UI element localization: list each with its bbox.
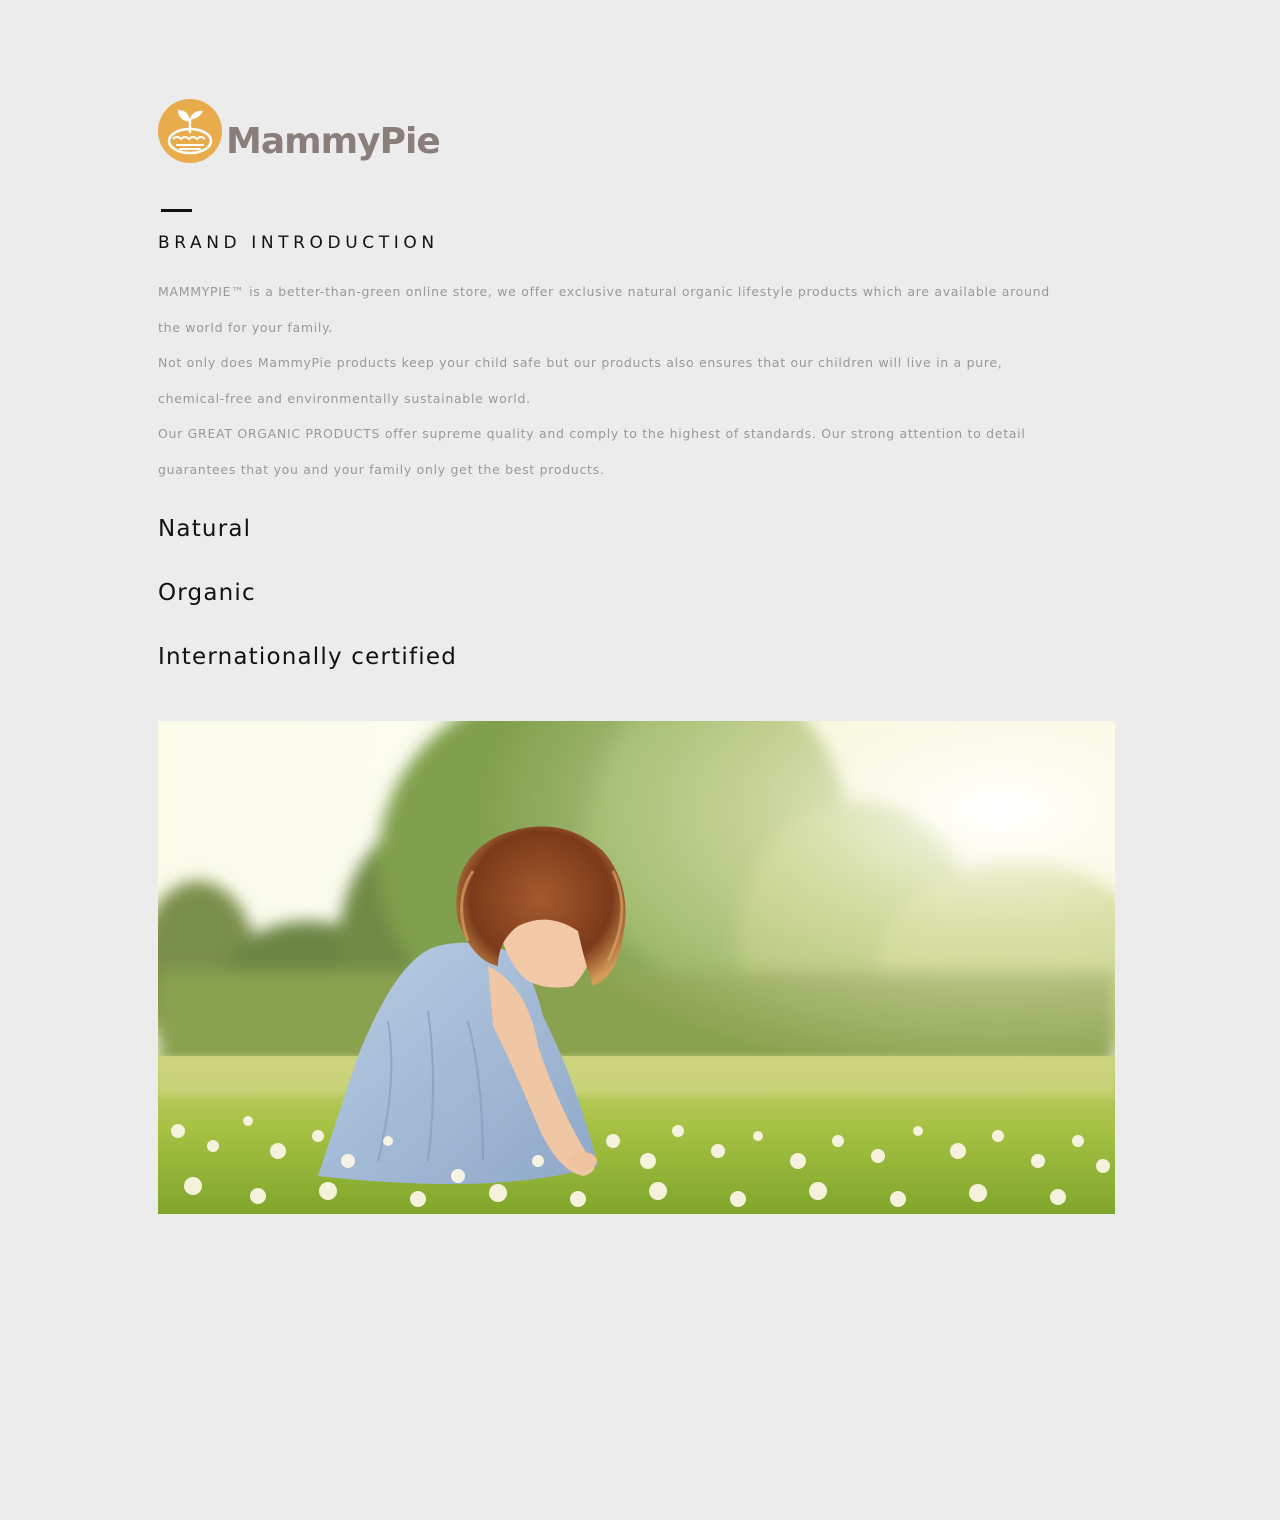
section-divider bbox=[161, 209, 192, 212]
intro-paragraph: MAMMYPIE™ is a better-than-green online store, we offer exclusive natural organic lifestyle products which are available around the world for your family. bbox=[158, 284, 1050, 335]
feature-list bbox=[158, 510, 457, 702]
section-title: BRAND INTRODUCTION bbox=[158, 233, 439, 253]
brand-logo[interactable] bbox=[158, 98, 440, 168]
intro-paragraph: Our GREAT ORGANIC PRODUCTS offer supreme quality and comply to the highest of standards. Our strong attention to detail guarantees that you and your family only get the best products. bbox=[158, 426, 1026, 477]
brand-wordmark: MammyPie bbox=[226, 121, 440, 162]
intro-text bbox=[158, 274, 1063, 487]
hero-photo bbox=[158, 721, 1115, 1214]
intro-paragraph: Not only does MammyPie products keep your child safe but our products also ensures that our children will live in a pure, chemical-free and environmentally sustainable world. bbox=[158, 355, 1003, 406]
child-in-meadow-photo bbox=[158, 721, 1115, 1214]
feature-item: Natural bbox=[158, 516, 252, 542]
feature-item: Organic bbox=[158, 580, 256, 606]
pie-leaf-icon bbox=[158, 99, 222, 163]
feature-item: Internationally certified bbox=[158, 644, 458, 670]
